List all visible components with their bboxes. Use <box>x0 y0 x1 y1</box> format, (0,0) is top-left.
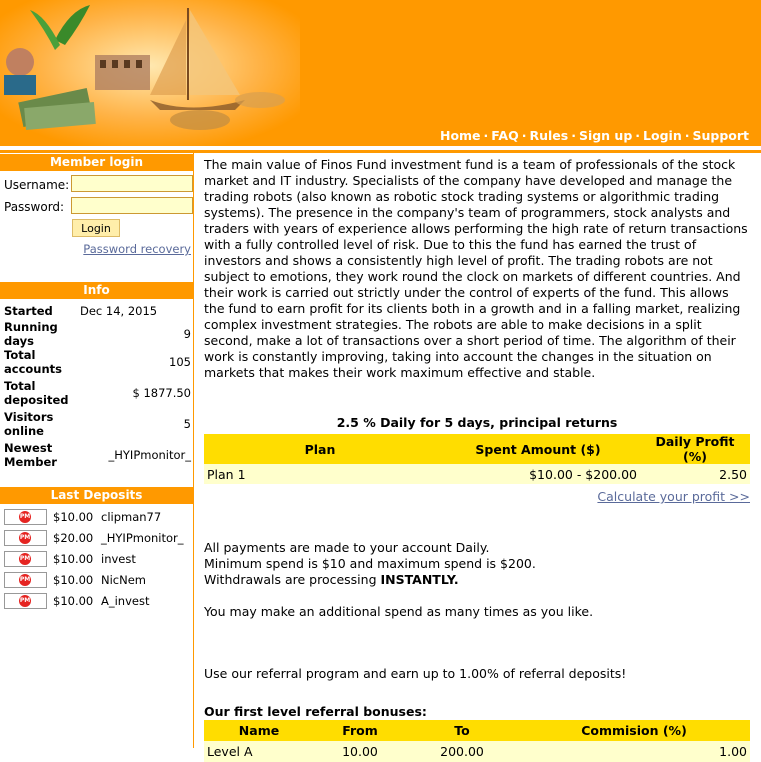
pm-icon: PM <box>4 551 47 567</box>
password-row <box>0 196 193 218</box>
nav-support[interactable]: Support <box>692 128 749 143</box>
password-input[interactable] <box>71 197 193 214</box>
deposit-row: PM $10.00 invest <box>0 548 193 569</box>
table-row: Plan 1 $10.00 - $200.00 2.50 <box>204 464 750 484</box>
member-login-box <box>0 154 193 272</box>
referral-program-text: Use our referral program and earn up to 1.00% of referral deposits! <box>204 666 627 681</box>
nav-signup[interactable]: Sign up <box>578 128 633 143</box>
pm-icon: PM <box>4 593 47 609</box>
deposit-row: PM $10.00 clipman77 <box>0 506 193 527</box>
intro-text: The main value of Finos Fund investment fund is a team of professionals of the stock market and IT industry. Specialists of the company have developed and manage the trading robots (also known as robotic stock trading systems or algorithmic trading systems). The presence in the company's team of programmers, stock analysts and traders with years of experience allows performing the high rate of return transactions with a fully controlled level of risk. Due to this the fund has earned the trust of investors and shows a consistently high level of profit. The trading robots are not subject to emotions, they work round the clock on markets of different countries. And their work is carried out strictly under the control of experts of the fund. This allows the fund to earn profit for its clients both in a growth and in a falling market, realizing complex investment strategies. The robots are able to make decisions in a split second, make a lot of transactions over a short period of time. The algorithm of their work is constantly improving, taking into account the changes in the situation on markets that makes their work maximum effective and stable. <box>204 157 748 380</box>
info-table <box>0 301 193 472</box>
username-row <box>0 174 193 196</box>
nav-rules[interactable]: Rules <box>529 128 569 143</box>
calculate-profit-link[interactable]: Calculate your profit >> <box>597 489 750 504</box>
info-row-total-deposited: Total deposited $ 1877.50 <box>4 379 191 407</box>
pm-icon: PM <box>4 572 47 588</box>
nav-faq[interactable]: FAQ <box>491 128 519 143</box>
referral-table <box>204 720 750 762</box>
payments-line-3: Withdrawals are processing INSTANTLY. <box>204 572 459 587</box>
plan-title: 2.5 % Daily for 5 days, principal returns <box>336 415 618 430</box>
referral-header-row: Name From To Commision (%) <box>204 720 750 741</box>
main-nav: Home · FAQ · Rules · Sign up · Login · Support <box>439 128 749 143</box>
info-row-started: Started Dec 14, 2015 <box>4 303 158 318</box>
info-row-running-days: Running days 9 <box>4 320 191 348</box>
plans-table <box>204 434 750 484</box>
main-content <box>204 157 750 762</box>
info-row-newest-member: Newest Member _HYIPmonitor_ <box>4 441 191 469</box>
plans-header-profit: Daily Profit (%) <box>640 434 750 464</box>
last-deposits-box <box>0 487 193 611</box>
last-deposits-title: Last Deposits <box>0 487 193 504</box>
plans-header-amount: Spent Amount ($) <box>436 434 640 464</box>
info-title: Info <box>0 282 193 299</box>
username-label: Username: <box>4 178 70 192</box>
left-sidebar <box>0 153 194 748</box>
table-row: Level A 10.00 200.00 1.00 <box>204 741 750 762</box>
plans-header-plan: Plan <box>204 434 436 464</box>
nav-login[interactable]: Login <box>643 128 682 143</box>
header-banner-image <box>0 0 300 146</box>
password-label: Password: <box>4 200 65 214</box>
site-header <box>0 0 761 146</box>
deposit-row: PM $20.00 _HYIPmonitor_ <box>0 527 193 548</box>
login-button[interactable]: Login <box>72 219 120 237</box>
payments-line-1: All payments are made to your account Daily. <box>204 540 490 555</box>
member-login-title: Member login <box>0 154 193 171</box>
info-row-visitors-online: Visitors online 5 <box>4 410 191 438</box>
username-input[interactable] <box>71 175 193 192</box>
deposit-row: PM $10.00 A_invest <box>0 590 193 611</box>
pm-icon: PM <box>4 530 47 546</box>
deposit-row: PM $10.00 NicNem <box>0 569 193 590</box>
additional-spend-text: You may make an additional spend as many times as you like. <box>204 604 594 619</box>
info-row-total-accounts: Total accounts 105 <box>4 348 191 376</box>
referral-bonuses-title: Our first level referral bonuses: <box>204 704 427 719</box>
nav-home[interactable]: Home <box>439 128 481 143</box>
payments-line-2: Minimum spend is $10 and maximum spend is $200. <box>204 556 536 571</box>
password-recovery-link[interactable]: Password recovery <box>83 242 191 256</box>
info-box <box>0 282 193 472</box>
pm-icon: PM <box>4 509 47 525</box>
plans-header-row <box>204 434 750 464</box>
